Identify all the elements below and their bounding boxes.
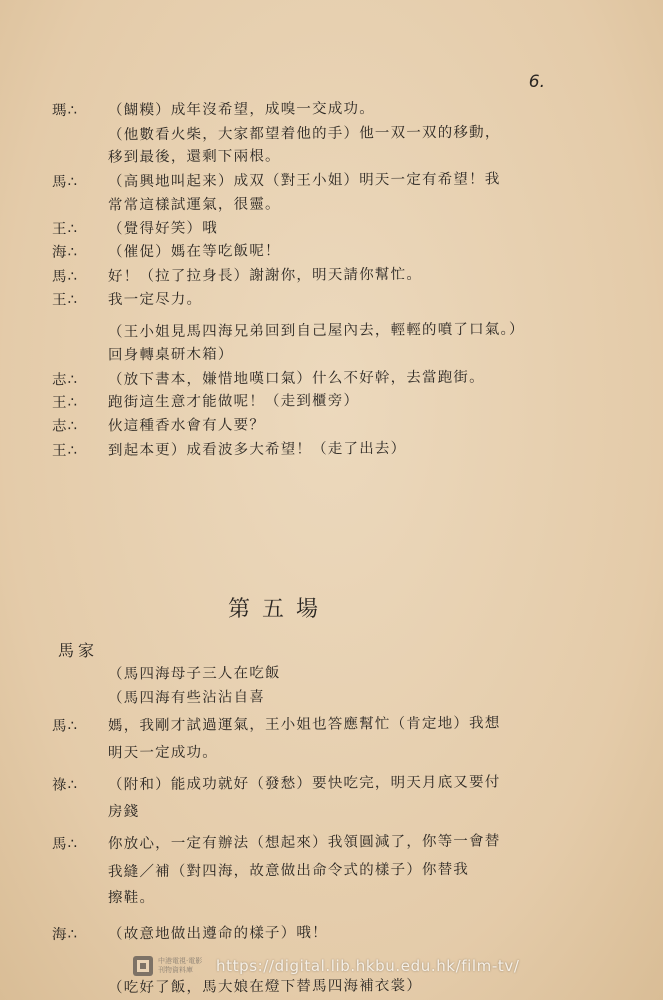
dialogue-text: 擦鞋。 <box>107 889 156 907</box>
dialogue-text: 房錢 <box>107 803 140 820</box>
script-line <box>52 770 501 794</box>
dialogue-text: 跑街這生意才能做呢！（走到櫃旁） <box>107 393 360 412</box>
speaker-label: 馬∴ <box>51 268 79 286</box>
script-line <box>52 389 359 412</box>
speaker-label: 馬∴ <box>51 836 79 853</box>
dialogue-text: （他數看火柴，大家都望着他的手）他一双一双的移動， <box>107 124 501 144</box>
dialogue-text: （覺得好笑）哦 <box>107 219 218 237</box>
script-line <box>108 192 281 214</box>
script-line <box>52 365 485 389</box>
dialogue-text: 我一定尽力。 <box>107 291 203 308</box>
script-line <box>52 711 501 735</box>
dialogue-text: （放下書本，嫌惜地嘆口氣）什么不好幹，去當跑街。 <box>107 369 485 388</box>
script-line <box>52 263 422 287</box>
library-logo-text: 中港電視·電影 刊物資料庫 <box>158 957 203 974</box>
dialogue-text: （王小姐見馬四海兄弟回到自己屋內去，輕輕的噴了口氣。） <box>107 321 525 341</box>
script-line <box>108 343 234 365</box>
dialogue-text: （故意地做出遵命的樣子）哦！ <box>107 924 328 943</box>
dialogue-text: 明天一定成功。 <box>107 744 218 761</box>
script-line <box>52 97 375 120</box>
script-line <box>108 661 281 683</box>
dialogue-text: （附和）能成功就好（發愁）要快吃完，明天月底又要付 <box>107 774 501 794</box>
source-url[interactable]: https://digital.lib.hkbu.edu.hk/film-tv/ <box>216 957 520 975</box>
script-line <box>108 799 140 820</box>
page-number: 6. <box>528 72 545 92</box>
script-line <box>52 437 406 460</box>
dialogue-text: 媽，我剛才試過運氣，王小姐也答應幫忙（肯定地）我想 <box>107 715 501 735</box>
script-line <box>52 287 202 309</box>
script-line <box>52 216 218 238</box>
script-line <box>108 886 155 907</box>
speaker-label: 王∴ <box>51 442 79 460</box>
dialogue-text: 常常這樣試運氣，很靈。 <box>107 196 281 214</box>
scene-title: 第五場 <box>228 597 331 622</box>
script-line <box>52 413 265 435</box>
script-line <box>108 145 281 167</box>
speaker-label: 志∴ <box>51 372 79 389</box>
speaker-label: 海∴ <box>51 244 79 261</box>
speaker-label: 志∴ <box>51 418 79 435</box>
script-line <box>108 857 469 881</box>
speaker-label: 祿∴ <box>51 777 79 794</box>
dialogue-text: （馬四海母子三人在吃飯 <box>107 665 281 683</box>
script-line <box>108 740 218 762</box>
script-line <box>52 239 281 262</box>
dialogue-text: （催促）媽在等吃飯呢！ <box>107 243 281 261</box>
dialogue-text: 到起本更）成看波多大希望！（走了出去） <box>107 440 407 459</box>
library-logo-icon <box>132 955 154 977</box>
speaker-label: 王∴ <box>51 291 79 309</box>
speaker-label: 王∴ <box>51 395 79 412</box>
script-line <box>108 120 501 144</box>
speaker-label: 王∴ <box>51 220 79 238</box>
script-line <box>52 829 501 853</box>
script-line <box>52 921 328 944</box>
dialogue-text: （餬糢）成年沒希望，成嗅一交成功。 <box>107 100 375 119</box>
scene-place: 馬家 <box>58 641 99 660</box>
script-line <box>108 318 525 342</box>
dialogue-text: 伙這種香水會有人要？ <box>107 417 266 435</box>
script-line <box>52 168 501 192</box>
speaker-label: 馬∴ <box>51 718 79 735</box>
dialogue-text: 好！（拉了拉身長）謝謝你，明天請你幫忙。 <box>107 266 423 285</box>
dialogue-text: 你放心，一定有辦法（想起來）我領圓減了，你等一會替 <box>107 833 501 853</box>
dialogue-text: （高興地叫起来）成双（對王小姐）明天一定有希望！我 <box>107 171 501 191</box>
dialogue-text: 回身轉桌研木箱） <box>107 346 234 364</box>
script-line <box>108 685 265 707</box>
dialogue-text: 移到最後，還剩下兩根。 <box>107 148 281 166</box>
dialogue-text: 我縫／補（對四海，故意做出命令式的樣子）你替我 <box>107 861 470 880</box>
dialogue-text: （馬四海有些沾沾自喜 <box>107 688 266 707</box>
dialogue-text: （吃好了飯，馬大娘在燈下替馬四海補衣裳） <box>107 977 423 997</box>
speaker-label: 馬∴ <box>51 174 79 191</box>
speaker-label: 海∴ <box>51 926 79 943</box>
watermark-footer <box>132 952 552 980</box>
speaker-label: 瑪∴ <box>51 102 79 120</box>
